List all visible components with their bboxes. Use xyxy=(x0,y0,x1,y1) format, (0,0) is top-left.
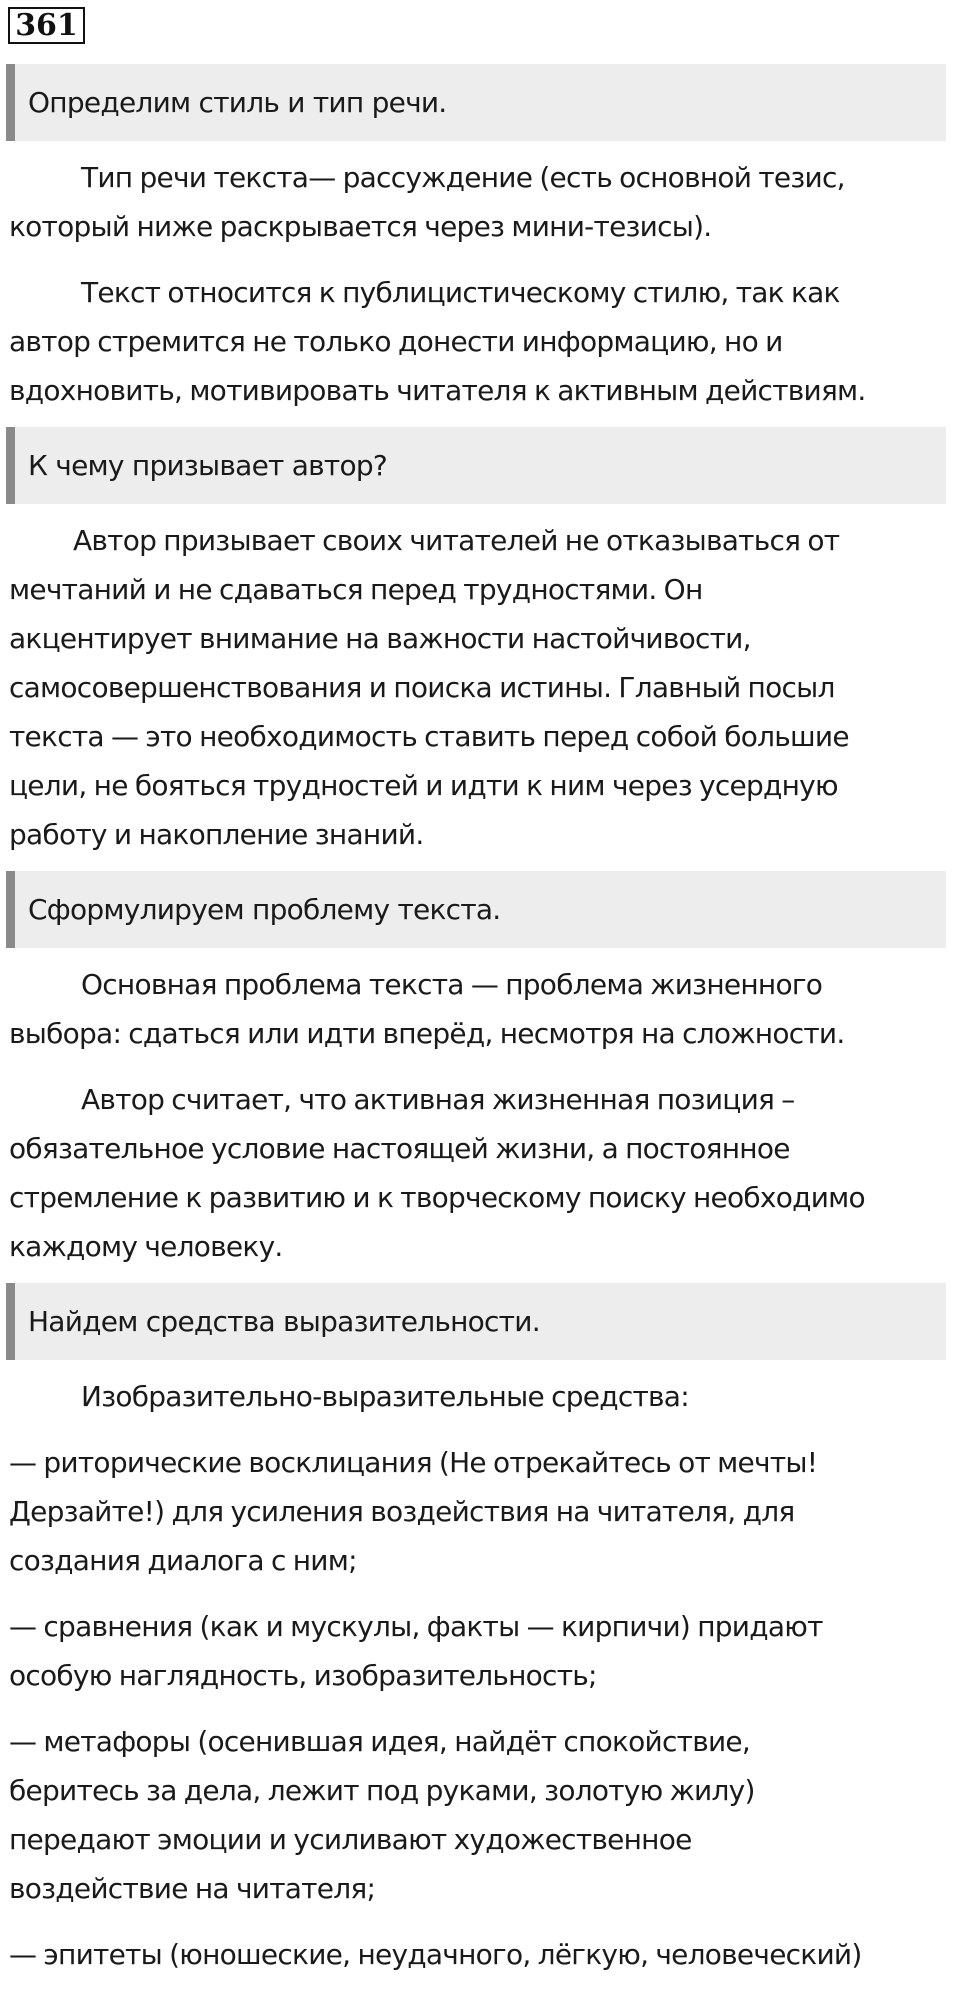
paragraph-style xyxy=(0,268,960,415)
section-heading-expressive-means: Найдем средства выразительности. xyxy=(6,1283,946,1360)
text-line: стремление к развитию и к творческому поиску необходимо xyxy=(9,1181,865,1214)
text-line: Автор считает, что активная жизненная позиция – xyxy=(81,1083,795,1116)
list-item-rhetorical-exclamations xyxy=(0,1438,960,1585)
text-line: акцентирует внимание на важности настойчивости, xyxy=(9,622,751,655)
text-line: — сравнения (как и мускулы, факты — кирпичи) придают xyxy=(9,1610,823,1643)
task-number-box: 361 xyxy=(8,7,85,44)
text-line: создания диалога с ним; xyxy=(9,1544,357,1577)
text-line: воздействие на читателя; xyxy=(9,1872,376,1905)
paragraph-speech-type xyxy=(0,153,960,251)
list-item-metaphors xyxy=(0,1717,960,1913)
text-line: передают эмоции и усиливают художественное xyxy=(9,1823,692,1856)
text-line: выбора: сдаться или идти вперёд, несмотря на сложности. xyxy=(9,1017,845,1050)
paragraph-author-call xyxy=(0,516,960,859)
text-line: — эпитеты (юношеские, неудачного, лёгкую, человеческий) xyxy=(9,1938,862,1971)
text-line: Основная проблема текста — проблема жизненного xyxy=(81,968,823,1001)
text-line: автор стремится не только донести информацию, но и xyxy=(9,325,783,358)
text-line: каждому человеку. xyxy=(9,1230,283,1263)
list-item-comparisons xyxy=(0,1602,960,1700)
text-line: вдохновить, мотивировать читателя к активным действиям. xyxy=(9,374,866,407)
paragraph-main-problem xyxy=(0,960,960,1058)
section-heading-author-call: К чему призывает автор? xyxy=(6,427,946,504)
text-line: обязательное условие настоящей жизни, а постоянное xyxy=(9,1132,790,1165)
paragraph-author-position xyxy=(0,1075,960,1271)
text-line: Текст относится к публицистическому стилю, так как xyxy=(81,276,840,309)
list-item-epithets xyxy=(0,1930,960,1979)
text-line: цели, не бояться трудностей и идти к ним через усердную xyxy=(9,769,838,802)
text-line: который ниже раскрывается через мини-тезисы). xyxy=(9,210,712,243)
document-content xyxy=(0,64,960,1979)
section-heading-style-type: Определим стиль и тип речи. xyxy=(6,64,946,141)
paragraph-means-intro xyxy=(0,1372,960,1421)
text-line: мечтаний и не сдаваться перед трудностями. Он xyxy=(9,573,703,606)
section-heading-problem: Сформулируем проблему текста. xyxy=(6,871,946,948)
text-line: Автор призывает своих читателей не отказываться от xyxy=(73,524,840,557)
text-line: Тип речи текста— рассуждение (есть основной тезис, xyxy=(81,161,845,194)
text-line: — метафоры (осенившая идея, найдёт спокойствие, xyxy=(9,1725,751,1758)
text-line: — риторические восклицания (Не отрекайтесь от мечты! xyxy=(9,1446,818,1479)
text-line: беритесь за дела, лежит под руками, золотую жилу) xyxy=(9,1774,755,1807)
text-line: самосовершенствования и поиска истины. Главный посыл xyxy=(9,671,835,704)
text-line: Дерзайте!) для усиления воздействия на читателя, для xyxy=(9,1495,795,1528)
text-line: текста — это необходимость ставить перед собой большие xyxy=(9,720,849,753)
text-line: Изобразительно-выразительные средства: xyxy=(81,1380,689,1413)
text-line: работу и накопление знаний. xyxy=(9,818,424,851)
text-line: особую наглядность, изобразительность; xyxy=(9,1659,597,1692)
